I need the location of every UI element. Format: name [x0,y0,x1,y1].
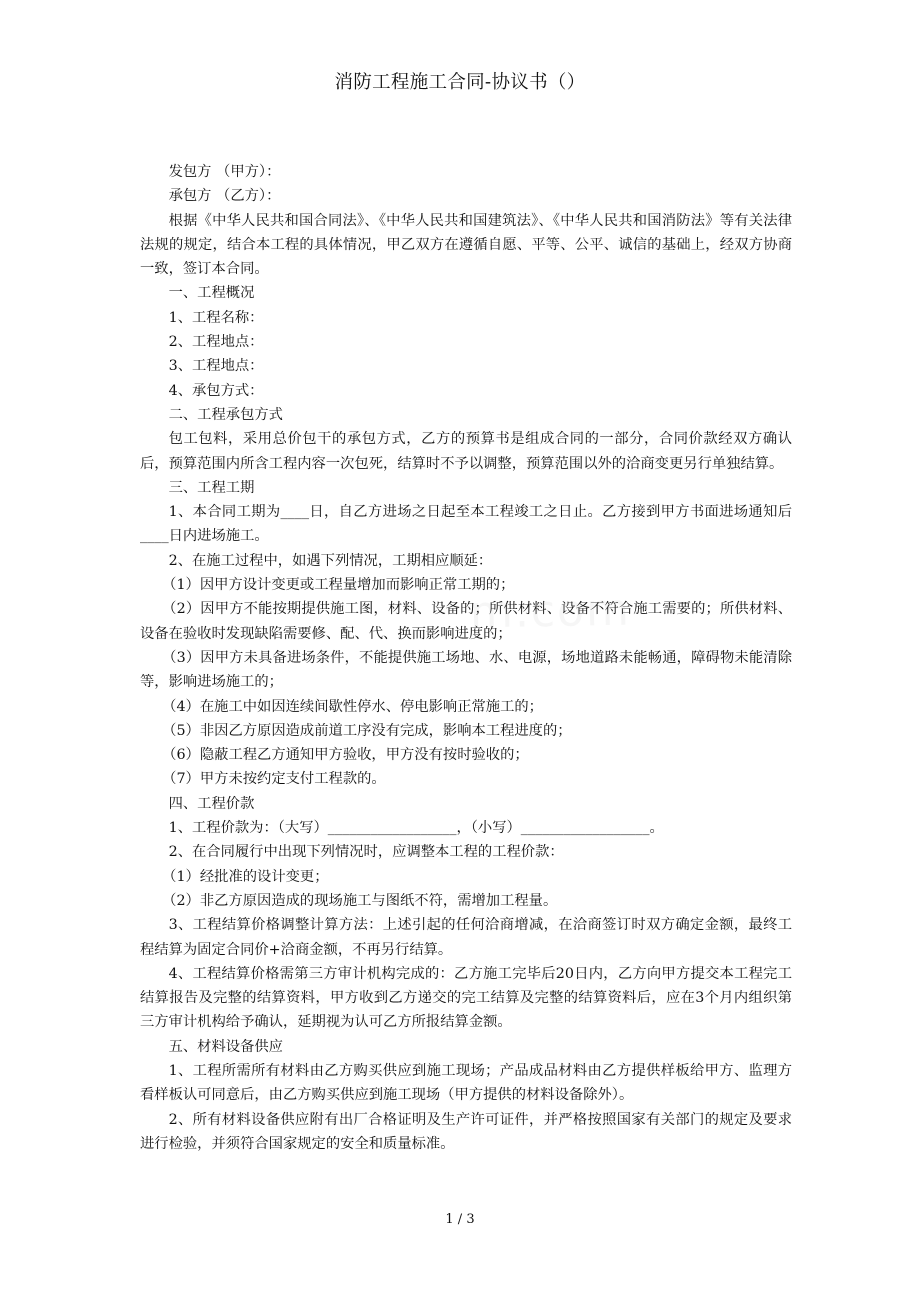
page-number: 1 / 3 [445,1212,475,1227]
sub-clause: （2）非乙方原因造成的现场施工与图纸不符，需增加工程量。 [162,892,558,909]
clause-item: 1、本合同工期为____日，自乙方进场之日起至本工程竣工之日止。乙方接到甲方书面进场通知后____日内进场施工。 [140,504,792,545]
paragraph: 五、材料设备供应 [168,1038,283,1055]
clause-item: 4、承包方式： [168,382,264,399]
clause-item: 2、在合同履行中出现下列情况时，应调整本工程的工程价款： [168,844,564,861]
paragraph: 承包方 （乙方）： [168,188,281,205]
sub-clause: （3）因甲方未具备进场条件，不能提供施工场地、水、电源，场地道路未能畅通，障碍物未能清除等，影响进场施工的； [140,649,792,691]
clause-item: 2、在施工过程中，如遇下列情况，工期相应顺延： [168,552,493,569]
clause-item: 3、工程地点： [168,358,264,375]
clause-item: 3、工程结算价格调整计算方法：上述引起的任何洽商增减，在洽商签订时双方确定金额，最终工程结算为固定合同价+洽商金额，不再另行结算。 [140,917,792,958]
clause-item: 4、工程结算价格需第三方审计机构完成的：乙方施工完毕后20日内，乙方向甲方提交本工程完工结算报告及完整的结算资料，甲方收到乙方递交的完工结算及完整的结算资料后，应在3个月内组织第三方审计机构给予确认，延期视为认可乙方所报结算金额。 [140,965,792,1031]
paragraph: 一、工程概况 [168,285,255,302]
sub-clause: （5）非因乙方原因造成前道工序没有完成，影响本工程进度的； [162,722,572,739]
document-body [140,160,792,1156]
document-title: 消防工程施工合同-协议书（） [334,72,586,93]
paragraph: 包工包料，采用总价包干的承包方式，乙方的预算书是组成合同的一部分，合同价款经双方确认后，预算范围内所含工程内容一次包死，结算时不予以调整，预算范围以外的洽商变更另行单独结算。 [140,431,792,472]
sub-clause: （4）在施工中如因连续间歇性停水、停电影响正常施工的； [162,698,543,715]
clause-item: 2、工程地点： [168,334,264,351]
paragraph: 二、工程承包方式 [168,406,283,423]
sub-clause: （1）经批准的设计变更； [162,868,329,885]
sub-clause: （1）因甲方设计变更或工程量增加而影响正常工期的； [162,577,515,594]
clause-item: 2、所有材料设备供应附有出厂合格证明及生产许可证件，并严格按照国家有关部门的规定及要求进行检验，并须符合国家规定的安全和质量标准。 [140,1111,792,1152]
paragraph: 根据《中华人民共和国合同法》、《中华人民共和国建筑法》、《中华人民共和国消防法》等有关法律法规的规定，结合本工程的具体情况，甲乙双方在遵循自愿、平等、公平、诚信的基础上，经双方协商一致，签订本合同。 [140,212,792,278]
clause-item: 1、工程所需所有材料由乙方购买供应到施工现场；产品成品材料由乙方提供样板给甲方、监理方看样板认可同意后，由乙方购买供应到施工现场（甲方提供的材料设备除外）。 [140,1062,792,1104]
watermark: m.com [469,584,632,639]
clause-item: 1、工程价款为：（大写）__________________，（小写）__________________。 [168,820,664,837]
paragraph: 三、工程工期 [168,479,255,496]
paragraph: 发包方 （甲方）： [168,164,281,180]
sub-clause: （2）因甲方不能按期提供施工图，材料、设备的；所供材料、设备不符合施工需要的；所供材料、设备在验收时发现缺陷需要修、配、代、换而影响进度的； [140,601,792,642]
sub-clause: （6）隐蔽工程乙方通知甲方验收，甲方没有按时验收的； [162,747,529,764]
paragraph: 四、工程价款 [168,795,255,812]
sub-clause: （7）甲方未按约定支付工程款的。 [162,771,386,788]
clause-item: 1、工程名称： [168,309,264,326]
